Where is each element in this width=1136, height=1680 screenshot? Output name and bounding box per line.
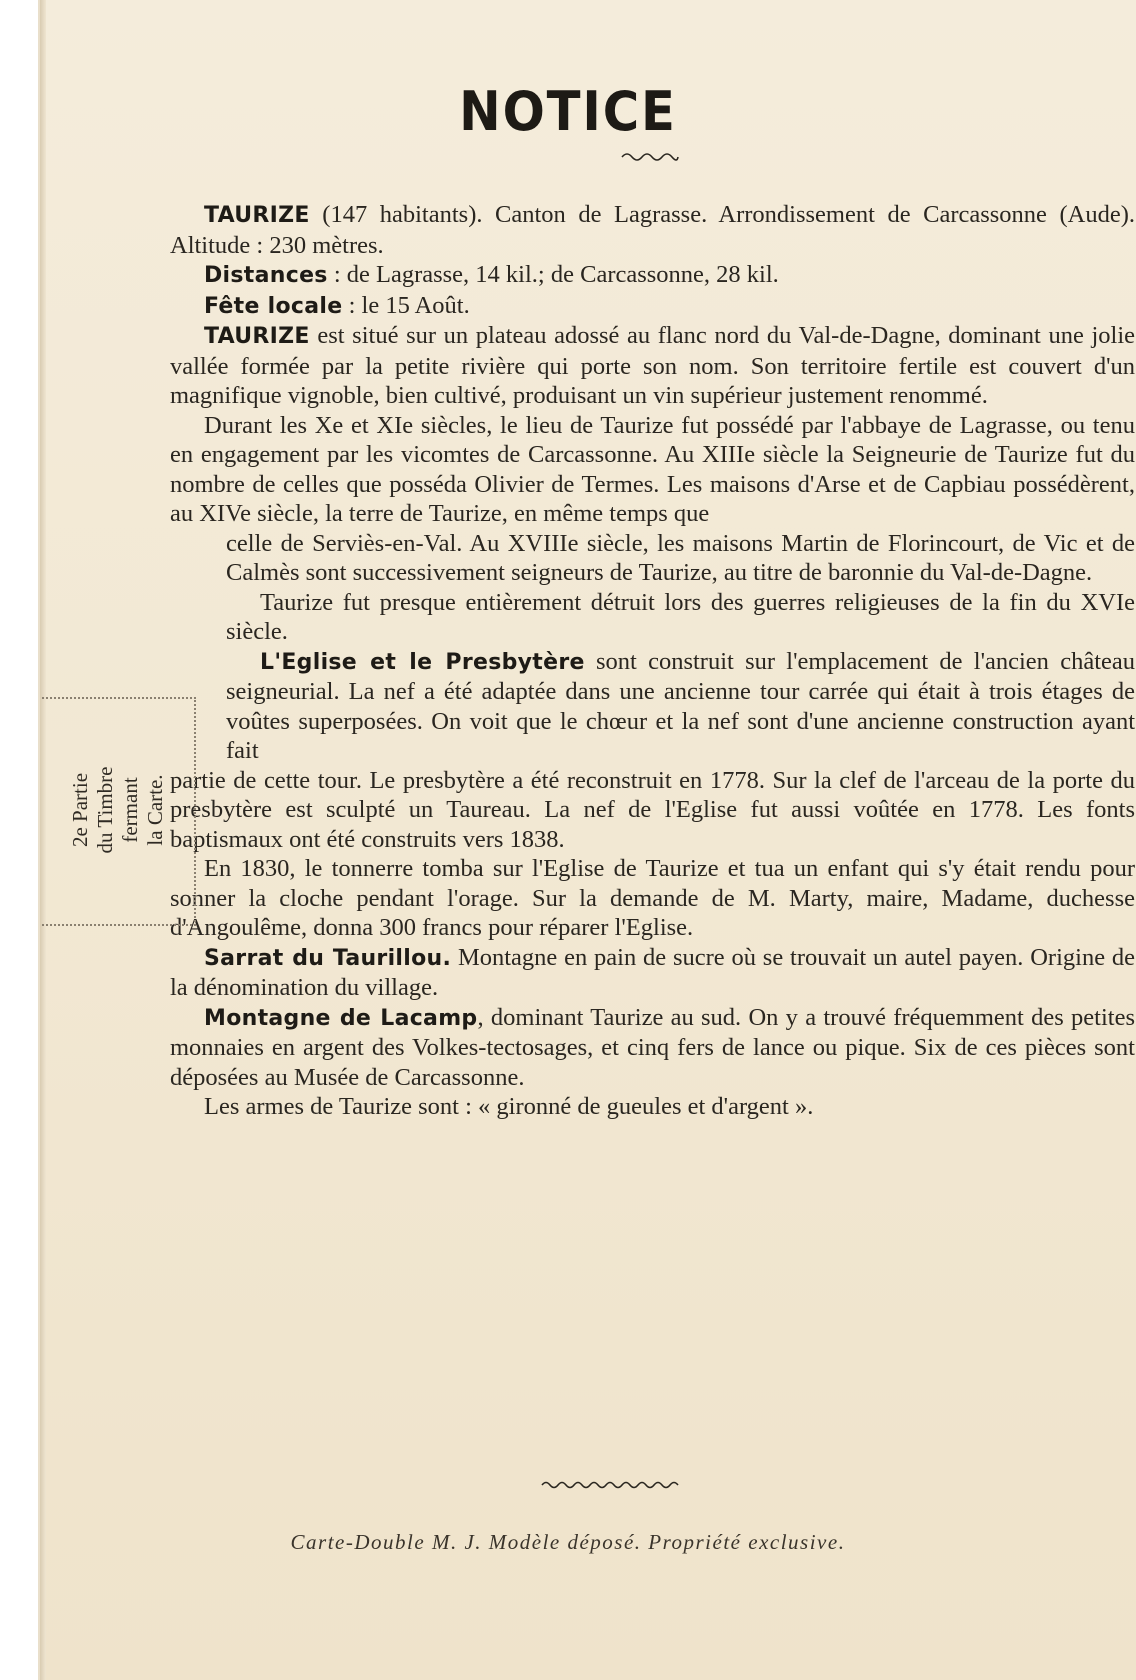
distances-line: Distances : de Lagrasse, 14 kil.; de Carcassonne, 28 kil. xyxy=(204,261,779,288)
title-swirl-ornament xyxy=(620,150,680,164)
intro-paragraph: TAURIZE (147 habitants). Canton de Lagrasse. Arrondissement de Carcassonne (Aude). Altitude : 230 mètres. xyxy=(170,201,1135,259)
wars-paragraph: Taurize fut presque entièrement détruit lors des guerres religieuses de la fin du XVIe siècle. xyxy=(226,588,1135,645)
situation-paragraph: TAURIZE est situé sur un plateau adossé au flanc nord du Val-de-Dagne, dominant une jolie vallée formée par la petite rivière qui porte son nom. Son territoire fertile est couvert d'un magnifique vignoble, bien cultivé, produisant un vin supérieur justement renommé. xyxy=(170,322,1135,409)
history-paragraph: Durant les Xe et XIe siècles, le lieu de Taurize fut possédé par l'abbaye de Lagrasse, ou tenu en engagement par les vicomtes de Carcassonne. Au XIIIe siècle la Seigneurie de Taurize fut du nombre de celles que posséda Olivier de Termes. Les maisons d'Arse et de Capbiau possédèrent, au XIVe siècle, la terre de Taurize, en même temps que xyxy=(170,411,1135,527)
lightning-paragraph: En 1830, le tonnerre tomba sur l'Eglise de Taurize et tua un enfant qui s'y était rendu pour sonner la cloche pendant l'orage. Sur la demande de M. Marty, maire, Madame, duchesse d'Angoulême, donna 300 francs pour réparer l'Eglise. xyxy=(170,855,1135,941)
fete-line: Fête locale : le 15 Août. xyxy=(204,291,470,319)
place-name: TAURIZE xyxy=(204,203,310,228)
church-paragraph: L'Eglise et le Presbytère sont construit sur l'emplacement de l'ancien château seigneurial. La nef a été adaptée dans une ancienne tour carrée qui était à trois étages de voûtes superposées. On voit que le chœur et la nef sont d'une ancienne construction ayant fait xyxy=(226,647,1135,764)
lacamp-paragraph: Montagne de Lacamp, dominant Taurize au sud. On y a trouvé fréquemment des petites monnaies en argent des Volkes-tectosages, et cinq fers de lance ou pique. Six de ces pièces sont déposées au Musée de Carcassonne. xyxy=(170,1003,1135,1091)
history-paragraph-continued: celle de Serviès-en-Val. Au XVIIIe siècle, les maisons Martin de Florincourt, de Vic et de Calmès sont successivement seigneurs de Taurize, au titre de baronnie du Val-de-Dagne. xyxy=(226,529,1135,586)
arms-paragraph: Les armes de Taurize sont : « gironné de gueules et d'argent ». xyxy=(204,1093,814,1120)
page-title: NOTICE xyxy=(459,80,677,143)
church-paragraph-continued: partie de cette tour. Le presbytère a été reconstruit en 1778. Sur la clef de l'arceau de la porte du presbytère est sculpté un Taureau. La nef de l'Eglise fut aussi voûtée en 1778. Les fonts baptismaux ont été construits vers 1838. xyxy=(170,766,1135,853)
sarrat-paragraph: Sarrat du Taurillou. Montagne en pain de sucre où se trouvait un autel payen. Origine de la dénomination du village. xyxy=(170,943,1136,1001)
notice-body xyxy=(170,200,1135,1122)
indented-block xyxy=(226,529,1135,766)
publisher-footer: Carte-Double M. J. Modèle déposé. Propriété exclusive. xyxy=(290,1530,846,1554)
bottom-wave-ornament xyxy=(540,1478,680,1492)
